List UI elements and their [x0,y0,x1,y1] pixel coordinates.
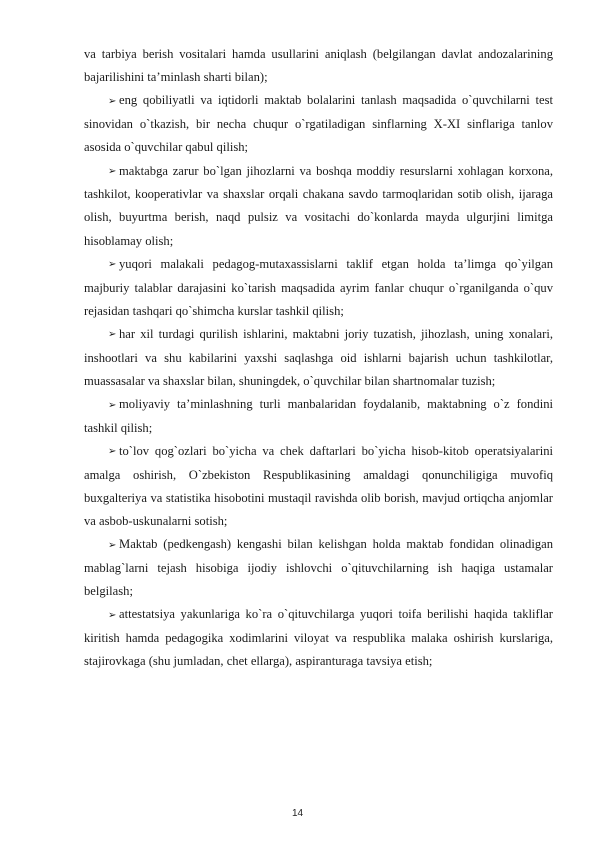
document-body [84,43,553,673]
bullet-item [84,253,553,323]
arrow-bullet-icon: ➢ [108,329,117,341]
bullet-list [84,89,553,673]
bullet-item-text: maktabga zarur bo`lgan jihozlarni va boshqa moddiy resurslarni xohlagan korxona, tashkilot, kooperativlar va shaxslar orqali chakana savdo tarmoqlaridan sotib olish, ijaraga olish, buyurtma berish, naqd pulsiz va vositachi do`konlarda mayda ulgurjini limitga hisoblamay olish; [84,163,553,248]
arrow-bullet-icon: ➢ [108,446,117,458]
arrow-bullet-icon: ➢ [108,609,117,621]
bullet-item [84,323,553,393]
arrow-bullet-icon: ➢ [108,166,117,178]
bullet-item [84,393,553,440]
bullet-item-text: attestatsiya yakunlariga ko`ra o`qituvchilarga yuqori toifa berilishi haqida takliflar kiritish hamda pedagogika xodimlarini viloyat va respublika malaka oshirish kurslariga, stajirovkaga (shu jumladan, chet ellarga), aspiranturaga tavsiya etish; [84,607,553,669]
bullet-item-text: Maktab (pedkengash) kengashi bilan kelishgan holda maktab fondidan olinadigan mablag`larni tejash hisobiga ijodiy ishlovchi o`qituvchilarning ish haqiga ustamalar belgilash; [84,537,553,599]
intro-paragraph: va tarbiya berish vositalari hamda usullarini aniqlash (belgilangan davlat andozalarining bajarilishini ta’minlash sharti bilan); [84,47,553,85]
arrow-bullet-icon: ➢ [108,259,117,271]
arrow-bullet-icon: ➢ [108,399,117,411]
bullet-item [84,160,553,253]
bullet-item [84,89,553,159]
bullet-item [84,603,553,673]
bullet-item-text: to`lov qog`ozlari bo`yicha va chek daftarlari bo`yicha hisob-kitob operatsiyalarini amalga oshirish, O`zbekiston Respublikasining amaldagi qonunchiligiga muvofiq buxgalteriya va statistika hisobotini mustaqil ravishda olib borish, mavjud ortiqcha anjomlar va asbob-uskunalarni sotish; [84,443,553,529]
arrow-bullet-icon: ➢ [108,95,117,107]
bullet-item [84,440,553,533]
bullet-item-text: eng qobiliyatli va iqtidorli maktab bolalarini tanlash maqsadida o`quvchilarni test sinovidan o`tkazish, bir necha chuqur o`rgatiladigan sinflarning X-XI sinflariga tanlov asosida o`quvchilar qabul qilish; [84,93,553,155]
bullet-item-text: har xil turdagi qurilish ishlarini, maktabni joriy tuzatish, jihozlash, uning xonalari, inshootlari va shu kabilarini yaxshi saqlashga oid ishlarni bajarish uchun tashkilotlar, muassasalar va shaxslar bilan, shuningdek, o`quvchilar bilan shartnomalar tuzish; [84,326,553,388]
page-number: 14 [291,808,304,819]
bullet-item [84,533,553,603]
bullet-item-text: moliyaviy ta’minlashning turli manbalaridan foydalanib, maktabning o`z fondini tashkil qilish; [84,397,553,435]
arrow-bullet-icon: ➢ [108,539,117,551]
bullet-item-text: yuqori malakali pedagog-mutaxassislarni taklif etgan holda ta’limga qo`yilgan majburiy talablar darajasini ko`tarish maqsadida ayrim fanlar chuqur o`rganilganda o`quv rejasidan tashqari qo`shimcha kurslar tashkil qilish; [84,256,553,318]
